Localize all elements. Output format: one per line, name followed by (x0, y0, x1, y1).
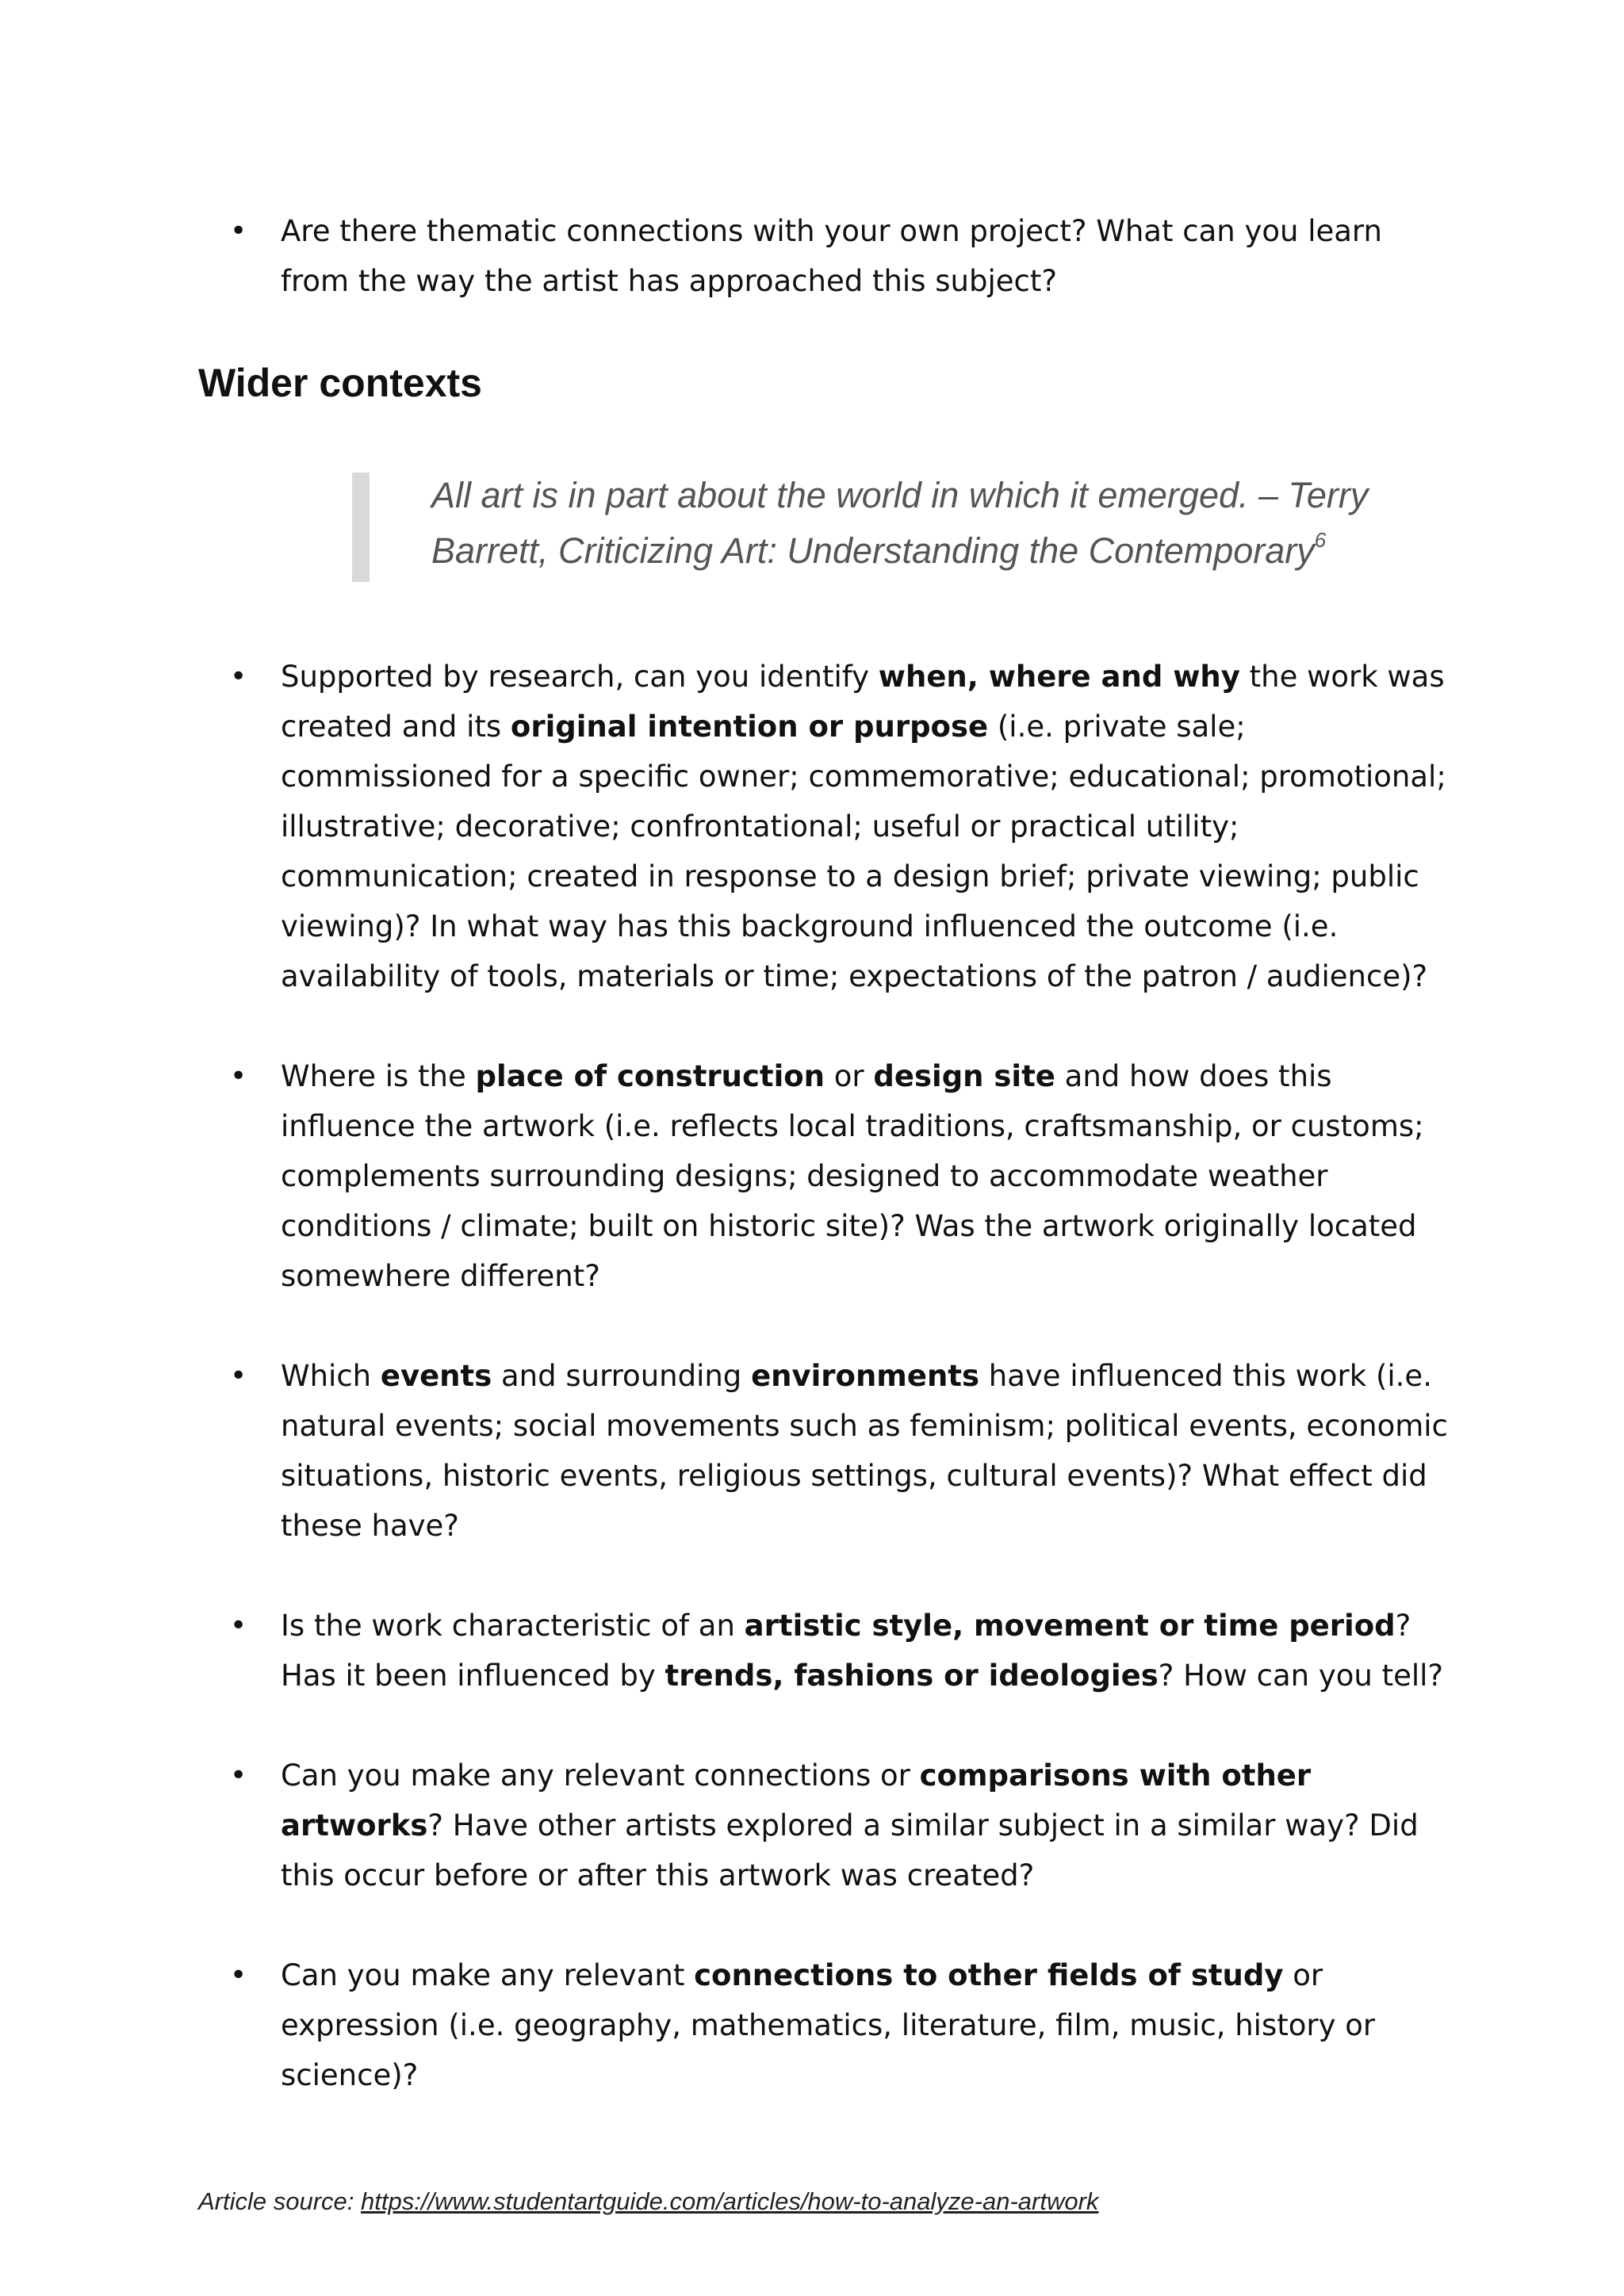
list-item (0, 1950, 1624, 2100)
footnote-marker: 6 (1314, 528, 1327, 552)
body-text: have influenced this work (i.e. natural events; social movements such as feminism; political events, economic situations, historic events, religious settings, cultural events)? What effect did these have? (281, 1359, 1448, 1543)
body-text: Are there thematic connections with your own project? What can you learn from the way the artist has approached this subject? (281, 214, 1382, 298)
section-heading: Wider contexts (198, 361, 482, 405)
emphasis-text: events (380, 1359, 492, 1393)
thematic-bullet-list (0, 206, 1624, 306)
body-text: Can you make any relevant (281, 1958, 695, 1992)
emphasis-text: comparisons with other artworks (281, 1758, 1312, 1843)
bullet-icon: • (230, 215, 247, 247)
body-text: Can you make any relevant connections or (281, 1758, 920, 1793)
list-item-text (281, 1758, 1419, 1892)
list-item-text (281, 1958, 1375, 2092)
wider-contexts-bullet-list (0, 652, 1624, 2100)
list-item (0, 206, 1624, 306)
body-text: ? Has it been influenced by (281, 1609, 1411, 1693)
emphasis-text: place of construction (475, 1059, 825, 1093)
body-text: the work was created and its (281, 660, 1445, 744)
emphasis-text: connections to other fields of study (694, 1958, 1284, 1992)
quote-bar (352, 473, 370, 582)
bullet-icon: • (230, 1360, 247, 1392)
list-item-text (281, 1059, 1424, 1293)
body-text: ? How can you tell? (1158, 1659, 1444, 1693)
body-text: (i.e. private sale; commissioned for a specific owner; commemorative; educational; promotional; illustrative; decorative; confrontational; useful or practical utility; communication; created in response to a design brief; private viewing; public viewing)? In what way has this background influenced the outcome (i.e. availability of tools, materials or time; expectations of the patron / audience)? (281, 710, 1446, 993)
emphasis-text: design site (873, 1059, 1055, 1093)
body-text: Supported by research, can you identify (281, 660, 879, 694)
list-item (0, 1751, 1624, 1900)
emphasis-text: when, where and why (878, 660, 1240, 694)
body-text: and surrounding (492, 1359, 752, 1393)
list-item-text (281, 1609, 1443, 1693)
bullet-icon: • (230, 1759, 247, 1792)
quote-text (431, 468, 1478, 579)
bullet-icon: • (230, 1060, 247, 1093)
list-item (0, 652, 1624, 1001)
bullet-icon: • (230, 660, 247, 693)
emphasis-text: environments (751, 1359, 980, 1393)
body-text: or (825, 1059, 874, 1093)
body-text: or expression (i.e. geography, mathematics, literature, film, music, history or science)? (281, 1958, 1376, 2092)
body-text: ? Have other artists explored a similar subject in a similar way? Did this occur before or after this artwork was created? (281, 1808, 1419, 1892)
list-item (0, 1051, 1624, 1301)
body-text: Which (281, 1359, 381, 1393)
body-text: Where is the (281, 1059, 476, 1093)
bullet-icon: • (230, 1959, 247, 1992)
list-item (0, 1601, 1624, 1701)
body-text: and how does this influence the artwork (i.e. reflects local traditions, craftsmanship, or customs; complements surrounding designs; designed to accommodate weather conditions / climate; built on historic site)? Was the artwork originally located somewhere different? (281, 1059, 1424, 1293)
emphasis-text: artistic style, movement or time period (744, 1609, 1396, 1643)
body-text: Is the work characteristic of an (281, 1609, 745, 1643)
bullet-icon: • (230, 1609, 247, 1642)
list-item-text (281, 660, 1446, 993)
list-item-text (281, 1359, 1448, 1543)
article-source-link[interactable]: https://www.studentartguide.com/articles/how-to-analyze-an-artwork (361, 2187, 1099, 2215)
article-source-label: Article source: (198, 2187, 362, 2215)
list-item (0, 1351, 1624, 1551)
emphasis-text: original intention or purpose (510, 710, 989, 744)
list-item-text (281, 214, 1382, 298)
quote-body: All art is in part about the world in which it emerged. – Terry Barrett, Criticizing Art: Understanding the Contemporary (431, 475, 1369, 571)
article-source (198, 2186, 1098, 2218)
emphasis-text: trends, fashions or ideologies (665, 1659, 1159, 1693)
